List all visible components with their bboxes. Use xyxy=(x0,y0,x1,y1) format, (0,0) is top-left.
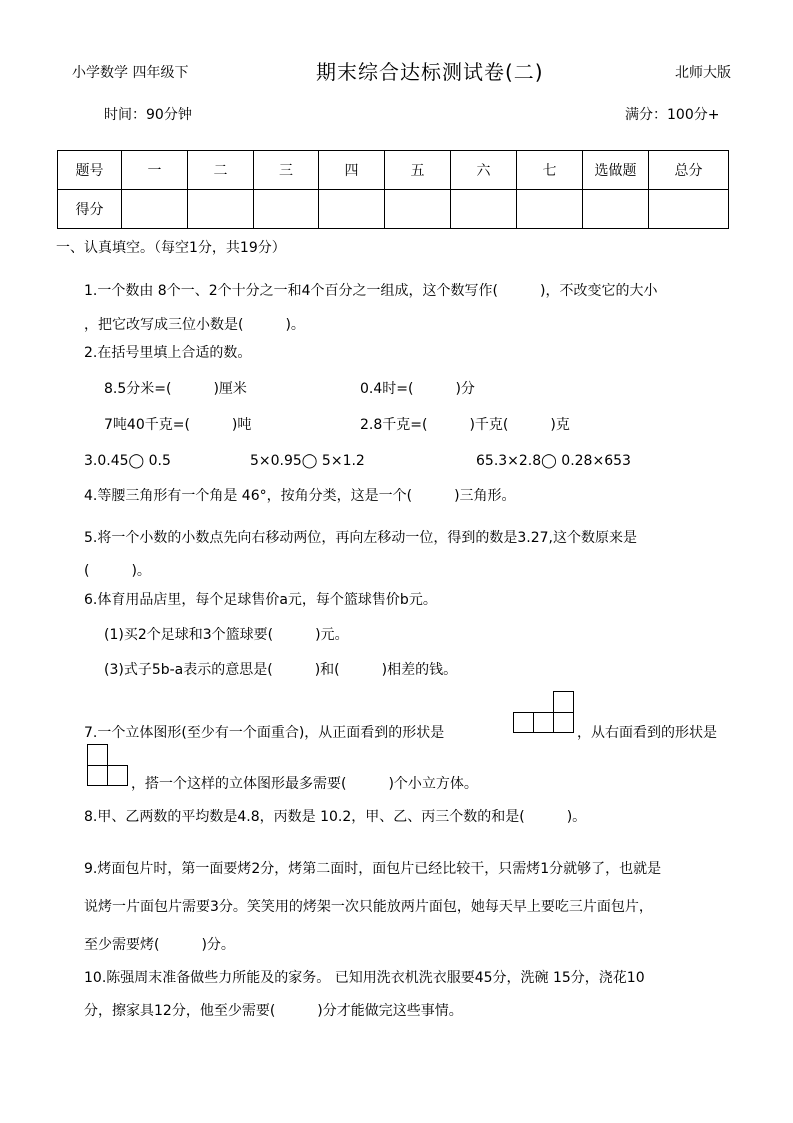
full-score-label: 满分：100分+ xyxy=(625,107,720,123)
table-row xyxy=(58,190,729,229)
subject-label: 小学数学 四年级下 xyxy=(72,65,189,81)
score-cell[interactable] xyxy=(451,190,517,229)
question-9-line-2: 说烤一片面包片需要3分。笑笑用的烤架一次只能放两片面包，她每天早上要吃三片面包片， xyxy=(84,899,653,915)
question-2-item-a: 8.5分米=( )厘米 xyxy=(104,381,247,397)
question-3-item-b: 5×0.95◯ 5×1.2 xyxy=(250,453,365,469)
right-view-shape-icon xyxy=(87,744,129,786)
time-label: 时间：90分钟 xyxy=(104,107,192,123)
page-title: 期末综合达标测试卷(二) xyxy=(316,60,544,84)
question-2-item-b: 0.4时=( )分 xyxy=(360,381,475,397)
question-4: 4.等腰三角形有一个角是 46°，按角分类，这是一个( )三角形。 xyxy=(84,488,516,504)
table-header-cell: 二 xyxy=(188,151,254,190)
score-cell[interactable] xyxy=(319,190,385,229)
score-row-label: 得分 xyxy=(58,190,122,229)
section-heading: 一、认真填空。（每空1分，共19分） xyxy=(56,240,286,256)
table-header-cell: 六 xyxy=(451,151,517,190)
score-cell[interactable] xyxy=(385,190,451,229)
question-1-line-2: ，把它改写成三位小数是( )。 xyxy=(84,317,305,333)
question-2-item-c: 7吨40千克=( )吨 xyxy=(104,417,252,433)
table-header-cell: 五 xyxy=(385,151,451,190)
question-10-line-1: 10.陈强周末准备做些力所能及的家务。 已知用洗衣机洗衣服要45分，洗碗 15分，浇花10 xyxy=(84,970,645,986)
question-6-item-3: (3)式子5b-a表示的意思是( )和( )相差的钱。 xyxy=(104,662,458,678)
edition-label: 北师大版 xyxy=(675,65,731,81)
table-header-cell: 四 xyxy=(319,151,385,190)
question-2: 2.在括号里填上合适的数。 xyxy=(84,345,252,361)
score-cell[interactable] xyxy=(188,190,254,229)
score-cell[interactable] xyxy=(122,190,188,229)
table-header-cell: 总分 xyxy=(649,151,729,190)
table-row xyxy=(58,151,729,190)
question-7-part-1: 7.一个立体图形(至少有一个面重合)，从正面看到的形状是 xyxy=(84,725,445,741)
question-3-item-a: 3.0.45◯ 0.5 xyxy=(84,453,171,469)
front-view-shape-icon xyxy=(513,691,575,733)
question-9-line-3: 至少需要烤( )分。 xyxy=(84,937,235,953)
score-cell[interactable] xyxy=(517,190,583,229)
question-7-part-3: ，搭一个这样的立体图形最多需要( )个小立方体。 xyxy=(131,776,478,792)
question-1-line-1: 1.一个数由 8个一、2个十分之一和4个百分之一组成，这个数写作( )，不改变它的大小 xyxy=(84,283,658,299)
question-5-line-2: ( )。 xyxy=(84,563,151,579)
score-cell[interactable] xyxy=(649,190,729,229)
question-7-part-2: ，从右面看到的形状是 xyxy=(577,725,717,741)
score-cell[interactable] xyxy=(254,190,319,229)
question-9-line-1: 9.烤面包片时，第一面要烤2分，烤第二面时，面包片已经比较干，只需烤1分就够了，也就是 xyxy=(84,861,662,877)
score-table xyxy=(57,150,729,229)
question-10-line-2: 分，擦家具12分，他至少需要( )分才能做完这些事情。 xyxy=(84,1003,463,1019)
table-header-cell: 七 xyxy=(517,151,583,190)
question-6-item-1: (1)买2个足球和3个篮球要( )元。 xyxy=(104,627,349,643)
question-8: 8.甲、乙两数的平均数是4.8，丙数是 10.2，甲、乙、丙三个数的和是( )。 xyxy=(84,809,587,825)
question-3-item-c: 65.3×2.8◯ 0.28×653 xyxy=(476,453,631,469)
score-cell[interactable] xyxy=(583,190,649,229)
table-header-cell: 一 xyxy=(122,151,188,190)
question-5-line-1: 5.将一个小数的小数点先向右移动两位，再向左移动一位，得到的数是3.27,这个数原来是 xyxy=(84,530,637,546)
table-header-cell: 题号 xyxy=(58,151,122,190)
question-6: 6.体育用品店里，每个足球售价a元，每个篮球售价b元。 xyxy=(84,592,437,608)
table-header-cell: 选做题 xyxy=(583,151,649,190)
question-2-item-d: 2.8千克=( )千克( )克 xyxy=(360,417,570,433)
table-header-cell: 三 xyxy=(254,151,319,190)
